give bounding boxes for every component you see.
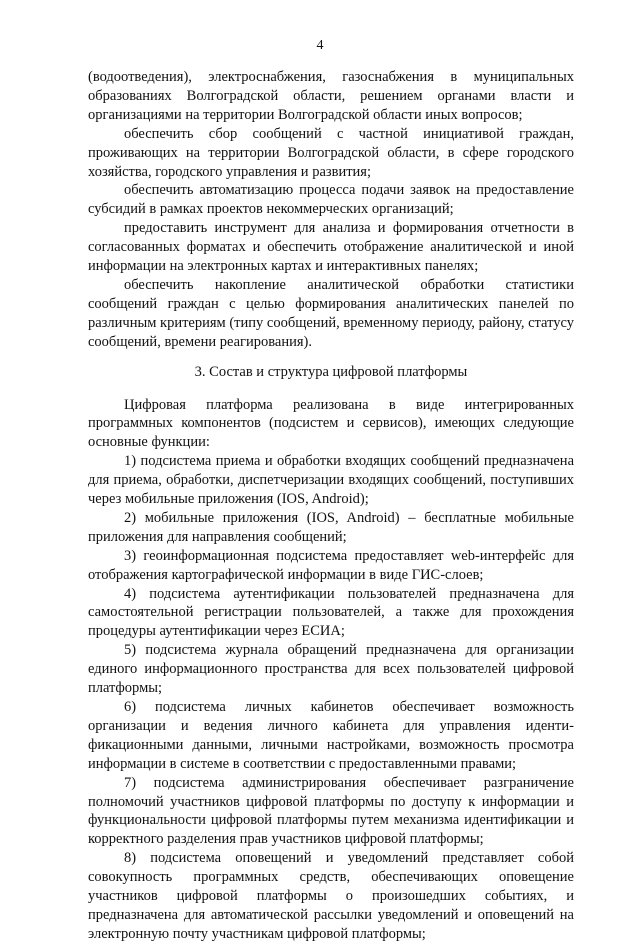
paragraph: (водоотведения), электроснабжения, газоснабжения в муниципальных образованиях Волгоградской области, решением органами власти и организациями на территории Волгоградской области иных вопросов; xyxy=(88,69,574,123)
list-item: 4) подсистема аутентификации пользователей предназначена для самостоятельной регистрации пользователей, а также для прохождения процедуры аутентификации через ЕСИА; xyxy=(88,585,574,640)
list-item: 8) подсистема оповещений и уведомлений представляет собой совокупность программных средств, обеспечивающих оповещение участников цифровой платформы о произошедших событиях, и предназначена для автоматической рассылки уведомлений и оповещений на электронную почту участникам цифровой платформы; xyxy=(88,850,574,942)
paragraph: обеспечить автоматизацию процесса подачи заявок на предоставление субсидий в рамках проектов некоммерческих организаций; xyxy=(88,182,574,218)
page-body xyxy=(88,68,574,944)
list-item: 2) мобильные приложения (IOS, Android) – бесплатные мобильные приложения для направления сообщений; xyxy=(88,509,574,545)
paragraph: Цифровая платформа реализована в виде интегрированных программных компонентов (подсистем и сервисов), имеющих следующие основные функции: xyxy=(88,396,574,451)
list-item: 7) подсистема администрирования обеспечивает разграничение полномочий участников цифровой платформы по доступу к информации и функциональности цифровой платформы путем механизма идентификации и корректного разделения прав участников цифровой платформы; xyxy=(88,774,574,848)
list-item: 6) подсистема личных кабинетов обеспечивает возможность организации и ведения личного кабинета для управления идентификационными данными, личными настройками, возможность просмотра информации в системе в соответствии с предоставленными правами; xyxy=(88,699,574,772)
list-item: 1) подсистема приема и обработки входящих сообщений предназначена для приема, обработки, диспетчеризации входящих сообщений, поступивших через мобильные приложения (IOS, Android); xyxy=(88,453,574,508)
paragraph: предоставить инструмент для анализа и формирования отчетности в согласованных форматах и обеспечить отображение аналитической и иной информации на электронных картах и интерактивных панелях; xyxy=(88,220,574,275)
page-number: 4 xyxy=(316,38,324,53)
list-item: 5) подсистема журнала обращений предназначена для организации единого информационного пространства для всех пользователей цифровой платформы; xyxy=(88,642,574,697)
paragraph: обеспечить сбор сообщений с частной инициативой граждан, проживающих на территории Волгоградской области, в сфере городского хозяйства, городского управления и развития; xyxy=(88,125,574,180)
paragraph: обеспечить накопление аналитической обработки статистики сообщений граждан с целью формирования аналитических панелей по различным критериям (типу сообщений, временному периоду, району, статусу сообщений, времени реагирования). xyxy=(88,276,574,350)
list-item: 3) геоинформационная подсистема предоставляет web-интерфейс для отображения картографической информации в виде ГИС-слоев; xyxy=(88,547,574,583)
section-heading: 3. Состав и структура цифровой платформы xyxy=(194,363,468,380)
